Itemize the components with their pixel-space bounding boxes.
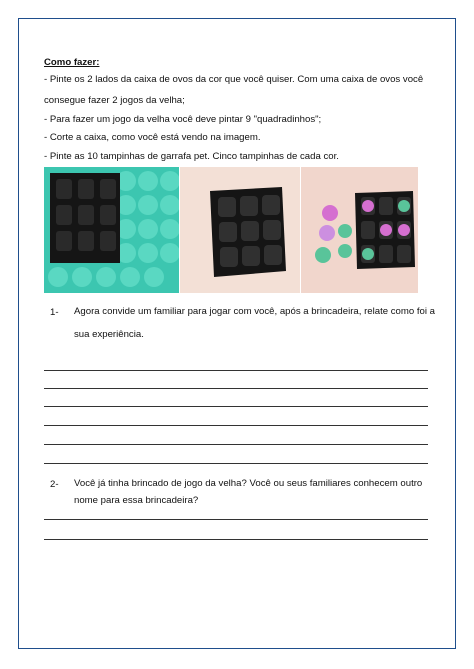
- egg-carton-photo-painted: [44, 167, 179, 293]
- question-text: Você já tinha brincado de jogo da velha? Você ou seus familiares conhecem outro: [74, 478, 423, 489]
- question-text: sua experiência.: [74, 329, 144, 340]
- answer-line[interactable]: [44, 444, 428, 445]
- instruction-line: consegue fazer 2 jogos da velha;: [44, 95, 185, 106]
- question-text: Agora convide um familiar para jogar com você, após a brincadeira, relate como foi a: [74, 306, 436, 317]
- tic-tac-toe-game-photo: [301, 167, 418, 293]
- egg-carton-cut-drawing: [180, 167, 300, 293]
- answer-line[interactable]: [44, 370, 428, 371]
- instruction-line: - Para fazer um jogo da velha você deve pintar 9 "quadradinhos";: [44, 114, 322, 125]
- question-text: nome para essa brincadeira?: [74, 495, 199, 506]
- photo-strip: [44, 167, 418, 293]
- answer-line[interactable]: [44, 388, 428, 389]
- answer-line[interactable]: [44, 406, 428, 407]
- question-number: 2-: [50, 479, 59, 490]
- instruction-line: - Corte a caixa, como você está vendo na imagem.: [44, 132, 261, 143]
- instructions-heading: Como fazer:: [44, 57, 100, 68]
- answer-line[interactable]: [44, 425, 428, 426]
- egg-carton-photo-cut: [180, 167, 300, 293]
- tic-tac-toe-game-drawing: [301, 167, 418, 293]
- egg-carton-painted-drawing: [44, 167, 179, 293]
- instruction-line: - Pinte as 10 tampinhas de garrafa pet. Cinco tampinhas de cada cor.: [44, 151, 339, 162]
- question-number: 1-: [50, 307, 59, 318]
- answer-line[interactable]: [44, 539, 428, 540]
- instruction-line: - Pinte os 2 lados da caixa de ovos da cor que você quiser. Com uma caixa de ovos você: [44, 74, 424, 85]
- answer-line[interactable]: [44, 519, 428, 520]
- answer-line[interactable]: [44, 463, 428, 464]
